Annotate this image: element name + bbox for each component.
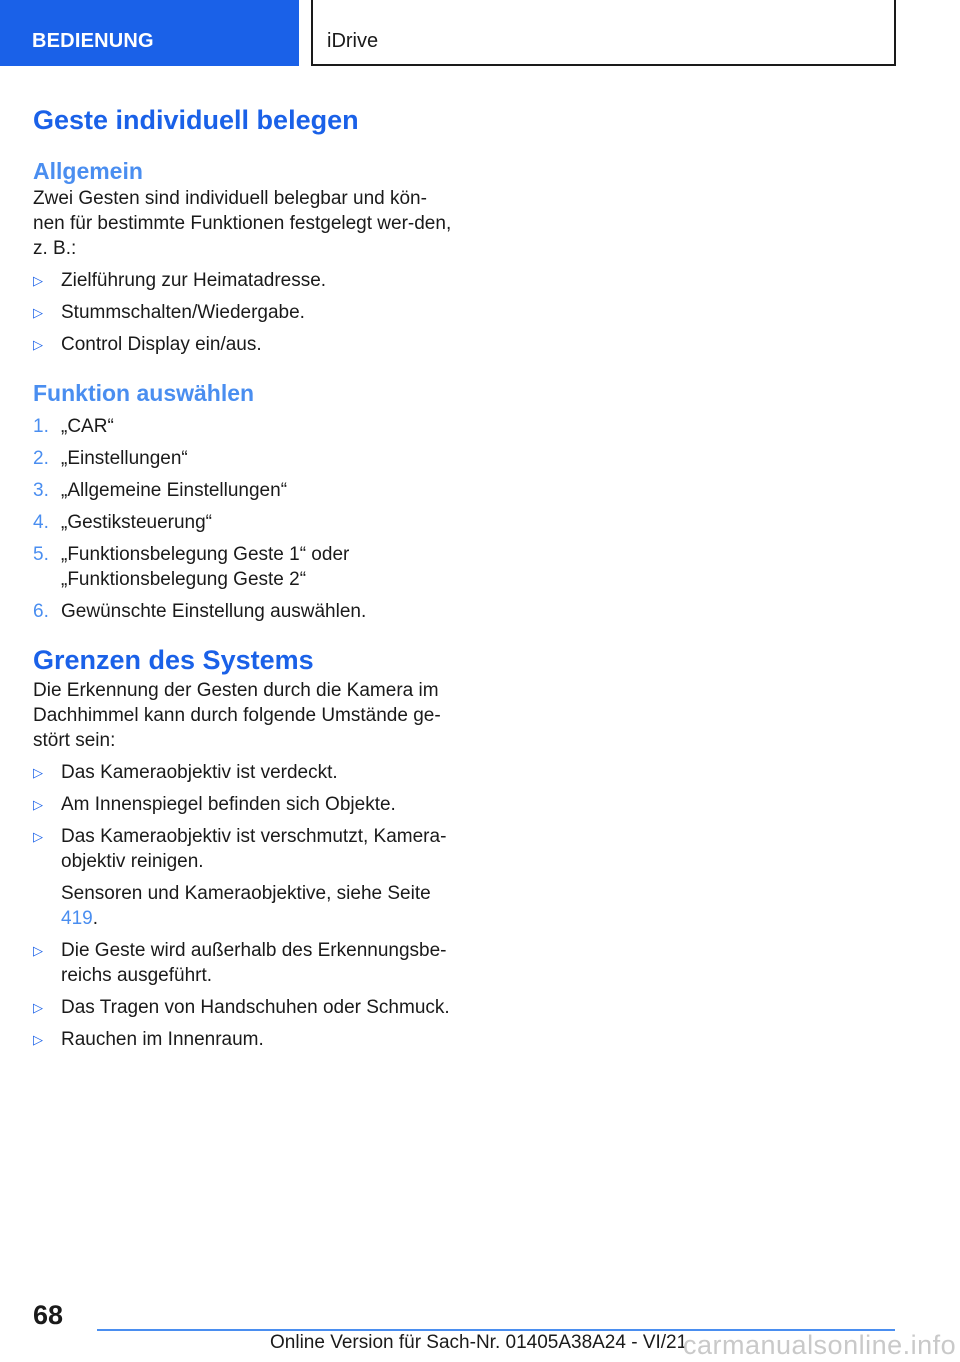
list-item: ▷ Die Geste wird außerhalb des Erkennungsbe-reichs ausgeführt. [33,940,447,986]
triangle-right-icon: ▷ [33,1032,43,1047]
chapter-title: iDrive [311,0,896,66]
step-number: 2. [33,448,49,469]
step-item: 4. „Gestiksteuerung“ [33,512,213,533]
list-item: ▷ Das Kameraobjektiv ist verschmutzt, Kamera-objektiv reinigen. Sensoren und Kameraobjektive, siehe Seite 419. [33,824,453,931]
allgemein-list [33,268,453,357]
step-item: 5. „Funktionsbelegung Geste 1“ oder „Funktionsbelegung Geste 2“ [33,544,350,590]
triangle-right-icon: ▷ [33,305,43,320]
heading-funktion: Funktion auswählen [33,380,255,406]
list-item: ▷ Rauchen im Innenraum. [33,1029,264,1050]
step-number: 5. [33,544,49,565]
cross-reference-note: Sensoren und Kameraobjektive, siehe Seite 419. [61,883,431,929]
list-item: ▷ Stummschalten/Wiedergabe. [33,302,305,323]
intro-allgemein: Zwei Gesten sind individuell belegbar und kön-nen für bestimmte Funktionen festgelegt wer-den, z. B.: [33,188,452,259]
main-content [33,104,453,1052]
step-item: 6. Gewünschte Einstellung auswählen. [33,601,367,622]
intro-grenzen: Die Erkennung der Gesten durch die Kamera im Dachhimmel kann durch folgende Umstände ge-stört sein: [33,680,441,751]
step-item: 1. „CAR“ [33,416,114,437]
section-title-grenzen: Grenzen des Systems [33,645,314,675]
triangle-right-icon: ▷ [33,1000,43,1015]
triangle-right-icon: ▷ [33,943,43,958]
page-header [0,0,960,66]
page-number: 68 [33,1300,64,1330]
triangle-right-icon: ▷ [33,765,43,780]
heading-allgemein: Allgemein [33,158,143,184]
step-item: 2. „Einstellungen“ [33,448,188,469]
list-item: ▷ Zielführung zur Heimatadresse. [33,270,327,291]
list-item: ▷ Am Innenspiegel befinden sich Objekte. [33,794,396,815]
page-link[interactable]: 419 [61,908,93,929]
footer-version-text: Online Version für Sach-Nr. 01405A38A24 - VI/21 [270,1332,688,1353]
grenzen-list [33,760,453,1052]
list-item: ▷ Das Kameraobjektiv ist verdeckt. [33,762,338,783]
step-number: 1. [33,416,49,437]
step-number: 4. [33,512,49,533]
triangle-right-icon: ▷ [33,337,43,352]
section-title-geste: Geste individuell belegen [33,105,359,135]
step-number: 6. [33,601,49,622]
triangle-right-icon: ▷ [33,829,43,844]
funktion-steps [33,414,453,624]
watermark: carmanualsonline.info [683,1330,957,1360]
step-item: 3. „Allgemeine Einstellungen“ [33,480,288,501]
triangle-right-icon: ▷ [33,273,43,288]
list-item: ▷ Control Display ein/aus. [33,334,262,355]
step-number: 3. [33,480,49,501]
list-item: ▷ Das Tragen von Handschuhen oder Schmuck. [33,997,450,1018]
triangle-right-icon: ▷ [33,797,43,812]
section-tab: BEDIENUNG [0,0,299,66]
